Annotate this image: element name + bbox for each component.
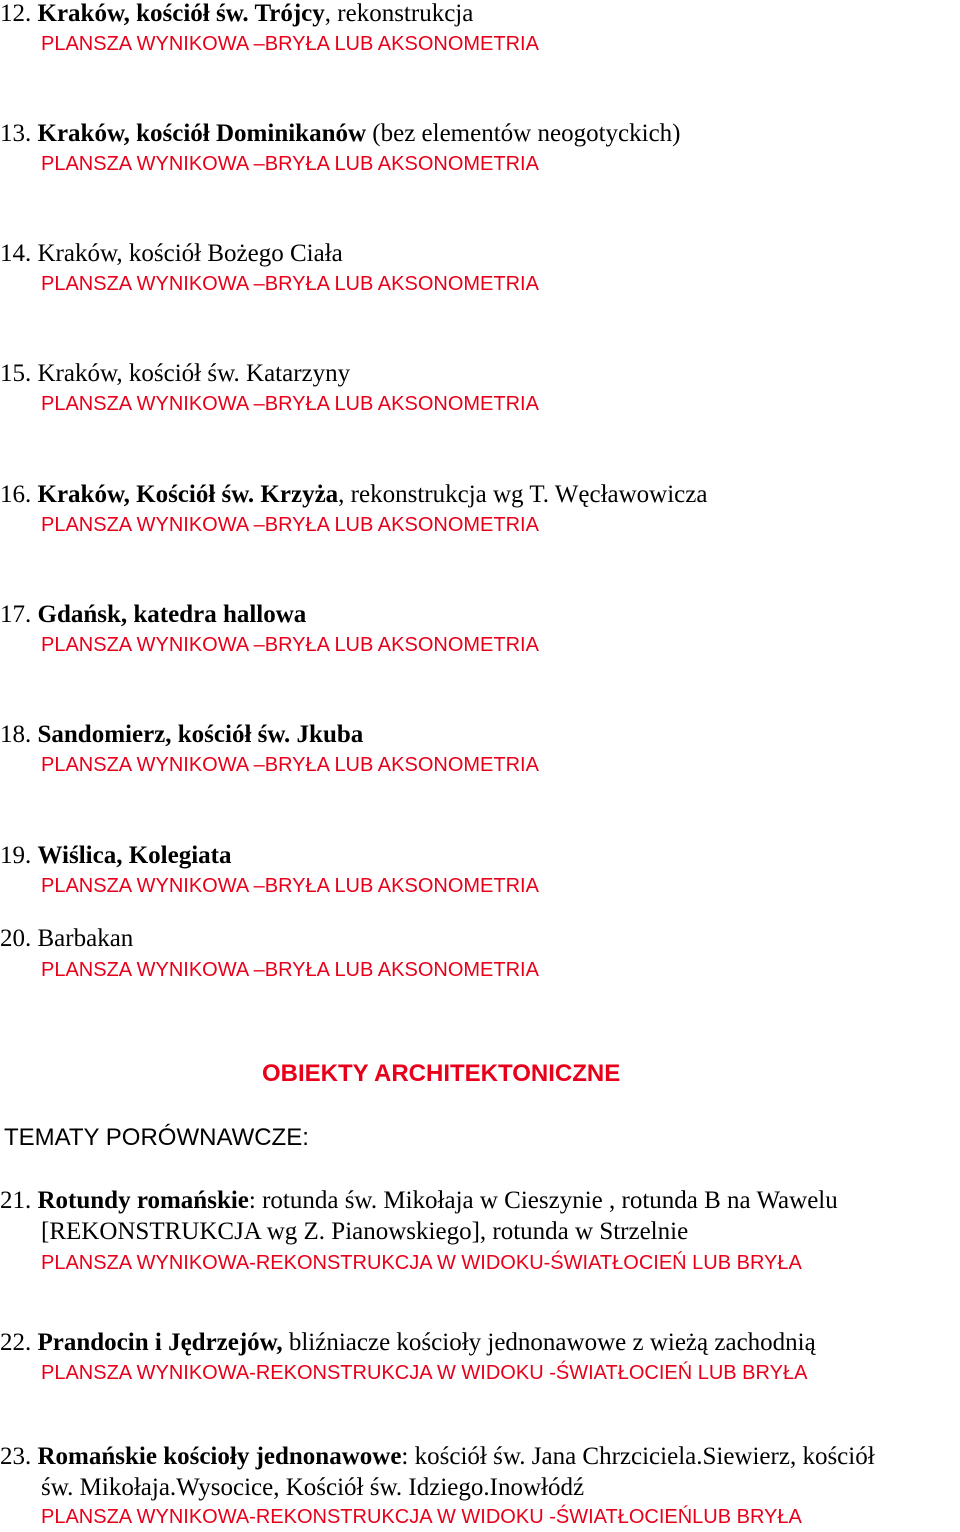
item-title: Sandomierz, kościół św. Jkuba	[37, 721, 364, 748]
item-number: 23.	[0, 1443, 32, 1470]
plansza-caption: PLANSZA WYNIKOWA –BRYŁA LUB AKSONOMETRIA	[41, 33, 539, 55]
item-number: 16.	[0, 481, 32, 508]
item-title: Kraków, kościół św. Katarzyny	[37, 360, 351, 387]
item-number: 14.	[0, 240, 32, 267]
item-title: Kraków, kościół św. Trójcy	[37, 0, 325, 27]
plansza-caption: PLANSZA WYNIKOWA-REKONSTRUKCJA W WIDOKU -ŚWIATŁOCIEŃLUB BRYŁA	[41, 1506, 802, 1528]
item-title: Kraków, Kościół św. Krzyża	[37, 481, 339, 508]
item-number: 13.	[0, 120, 32, 147]
section-title: OBIEKTY ARCHITEKTONICZNE	[262, 1060, 621, 1087]
item-note: : kościół św. Jana Chrzciciela.Siewierz, kościół	[401, 1443, 875, 1470]
plansza-caption: PLANSZA WYNIKOWA-REKONSTRUKCJA W WIDOKU -ŚWIATŁOCIEŃ LUB BRYŁA	[41, 1362, 808, 1384]
item-number: 21.	[0, 1187, 32, 1214]
item-number: 20.	[0, 925, 32, 952]
item-note: (bez elementów neogotyckich)	[366, 120, 681, 147]
plansza-caption: PLANSZA WYNIKOWA –BRYŁA LUB AKSONOMETRIA	[41, 393, 539, 415]
item-title: Gdańsk, katedra hallowa	[37, 601, 307, 628]
item-number: 18.	[0, 721, 32, 748]
item-note: : rotunda św. Mikołaja w Cieszynie , rotunda B na Wawelu	[248, 1187, 838, 1214]
plansza-caption: PLANSZA WYNIKOWA –BRYŁA LUB AKSONOMETRIA	[41, 153, 539, 175]
item-title: Wiślica, Kolegiata	[37, 842, 232, 869]
item-title: Kraków, kościół Dominikanów	[37, 120, 367, 147]
item-number: 22.	[0, 1329, 32, 1356]
item-note: bliźniacze kościoły jednonawowe z wieżą zachodnią	[282, 1329, 816, 1356]
item-note: , rekonstrukcja wg T. Węcławowicza	[338, 481, 708, 508]
item-number: 17.	[0, 601, 32, 628]
item-note: , rekonstrukcja	[324, 0, 474, 27]
item-continuation: św. Mikołaja.Wysocice, Kościół św. Idziego.Inowłódź	[41, 1474, 585, 1501]
item-title: Barbakan	[37, 925, 134, 952]
plansza-caption: PLANSZA WYNIKOWA –BRYŁA LUB AKSONOMETRIA	[41, 754, 539, 776]
item-number: 19.	[0, 842, 32, 869]
plansza-caption: PLANSZA WYNIKOWA –BRYŁA LUB AKSONOMETRIA	[41, 273, 539, 295]
plansza-caption: PLANSZA WYNIKOWA –BRYŁA LUB AKSONOMETRIA	[41, 875, 539, 897]
item-title: Kraków, kościół Bożego Ciała	[37, 240, 343, 267]
plansza-caption: PLANSZA WYNIKOWA –BRYŁA LUB AKSONOMETRIA	[41, 634, 539, 656]
section-label: TEMATY PORÓWNAWCZE:	[4, 1124, 309, 1151]
item-number: 15.	[0, 360, 32, 387]
item-title: Romańskie kościoły jednonawowe	[37, 1443, 402, 1470]
item-number: 12.	[0, 0, 32, 27]
plansza-caption: PLANSZA WYNIKOWA –BRYŁA LUB AKSONOMETRIA	[41, 959, 539, 981]
item-title: Prandocin i Jędrzejów,	[37, 1329, 283, 1356]
item-continuation: [REKONSTRUKCJA wg Z. Pianowskiego], rotunda w Strzelnie	[41, 1218, 689, 1245]
item-title: Rotundy romańskie	[37, 1187, 249, 1214]
plansza-caption: PLANSZA WYNIKOWA –BRYŁA LUB AKSONOMETRIA	[41, 514, 539, 536]
plansza-caption: PLANSZA WYNIKOWA-REKONSTRUKCJA W WIDOKU-ŚWIATŁOCIEŃ LUB BRYŁA	[41, 1252, 802, 1274]
